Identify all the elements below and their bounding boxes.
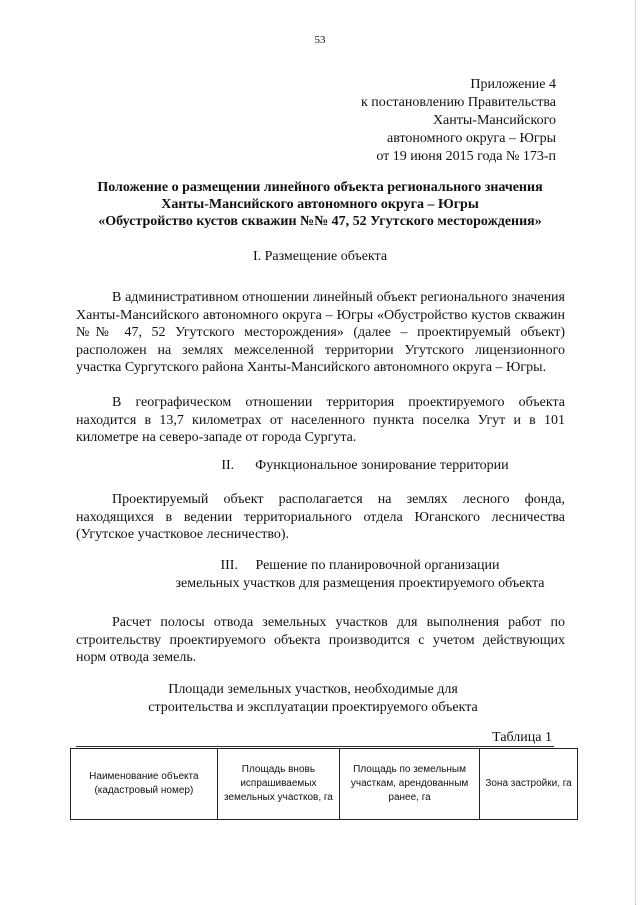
section-1-paragraph-1: В административном отношении линейный объект регионального значения Ханты-Мансийского автономного округа – Югры «Обустройство кустов скважин №№ 47, 52 Угутского месторождения» (далее – проектируемый объект) расположен на землях межселенной территории Угутского лицензионного участка Сургутского района Ханты-Мансийского автономного округа – Югры.: [76, 290, 565, 375]
section-2-heading: [150, 457, 580, 475]
title-line: Ханты-Мансийского автономного округа – Югры: [161, 197, 479, 212]
section-3-paragraph: Расчет полосы отвода земельных участков для выполнения работ по строительству проектируемого объекта производится с учетом действующих норм отвода земель.: [76, 615, 565, 665]
header-object-name: Наименование объекта (кадастровый номер): [71, 749, 218, 820]
appendix-line: от 19 июня 2015 года № 173-п: [376, 149, 556, 164]
section-2-heading-text: II. Функциональное зонирование территории: [221, 458, 509, 473]
appendix-block: [316, 76, 556, 166]
page-number: 53: [314, 34, 326, 46]
appendix-line: автономного округа – Югры: [387, 131, 556, 146]
section-1-heading: [0, 248, 640, 266]
appendix-line: к постановлению Правительства: [360, 95, 556, 110]
appendix-line: Ханты-Мансийского: [432, 113, 556, 128]
table-top-rule: [76, 746, 554, 747]
title-line: «Обустройство кустов скважин №№ 47, 52 Угутского месторождения»: [98, 214, 542, 229]
title-line: Положение о размещении линейного объекта регионального значения: [97, 180, 543, 195]
section-3-heading: [130, 557, 590, 593]
header-leased-area: Площадь по земельным участкам, арендованным ранее, га: [340, 749, 480, 820]
section-2-paragraph: Проектируемый объект располагается на землях лесного фонда, находящихся в ведении территориального отдела Юганского лесничества (Угутское участковое лесничество).: [76, 492, 565, 542]
table-caption: [148, 681, 478, 717]
header-build-zone: Зона застройки, га: [480, 749, 578, 820]
section-3-heading-line: III. Решение по планировочной организации: [220, 558, 500, 573]
section-3-heading-line: земельных участков для размещения проектируемого объекта: [175, 576, 545, 591]
section-1-heading-text: I. Размещение объекта: [252, 249, 388, 264]
header-new-area: Площадь вновь испрашиваемых земельных участков, га: [217, 749, 339, 820]
page-edge: [634, 0, 636, 905]
table-header-row: [71, 749, 578, 820]
table-caption-line: Площади земельных участков, необходимые для: [168, 682, 458, 697]
document-title: [72, 179, 568, 230]
table-label: Таблица 1: [492, 730, 552, 745]
appendix-line: Приложение 4: [470, 77, 556, 92]
table-caption-line: строительства и эксплуатации проектируемого объекта: [148, 700, 478, 715]
section-1-paragraph-2: В географическом отношении территория проектируемого объекта находится в 13,7 километрах от населенного пункта поселка Угут и в 101 километре на северо-западе от города Сургута.: [76, 395, 565, 445]
land-area-table: [70, 748, 578, 820]
